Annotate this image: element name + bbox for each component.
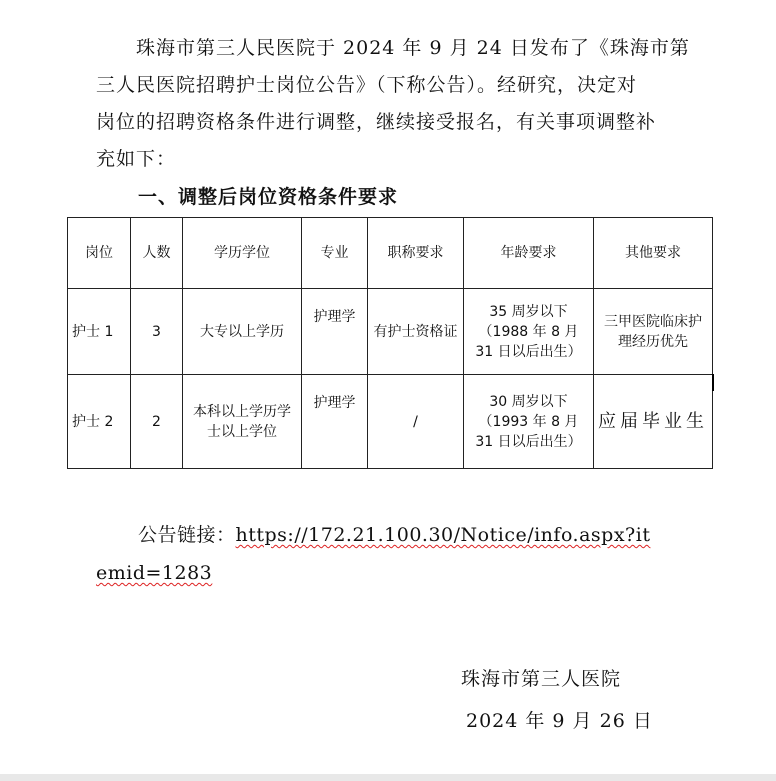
signature-date: 2024 年 9 月 26 日 xyxy=(466,710,653,732)
page-bottom-edge xyxy=(0,774,776,781)
cell-education: 本科以上学历学士以上学位 xyxy=(183,375,302,469)
section-heading: 一、调整后岗位资格条件要求 xyxy=(138,186,399,208)
header-post: 岗位 xyxy=(68,218,131,289)
cell-post: 护士 1 xyxy=(68,289,131,375)
cell-major: 护理学 xyxy=(302,375,368,469)
intro-line-2: 三人民医院招聘护士岗位公告》（下称公告）。经研究，决定对 xyxy=(96,74,638,96)
header-count: 人数 xyxy=(131,218,183,289)
cell-other: 三甲医院临床护理经历优先 xyxy=(594,289,713,375)
table-header-row xyxy=(68,218,713,289)
cell-count: 3 xyxy=(131,289,183,375)
cell-age-req: 35 周岁以下（1988 年 8 月 31 日以后出生） xyxy=(464,289,594,375)
notice-link-url-part1[interactable]: https://172.21.100.30/Notice/info.aspx?it xyxy=(235,524,651,546)
text-cursor xyxy=(712,374,714,391)
cell-count: 2 xyxy=(131,375,183,469)
header-title-req: 职称要求 xyxy=(368,218,464,289)
cell-education: 大专以上学历 xyxy=(183,289,302,375)
cell-title-req: / xyxy=(368,375,464,469)
cell-post: 护士 2 xyxy=(68,375,131,469)
intro-line-3: 岗位的招聘资格条件进行调整，继续接受报名，有关事项调整补 xyxy=(96,111,657,133)
header-age-req: 年龄要求 xyxy=(464,218,594,289)
header-major: 专业 xyxy=(302,218,368,289)
notice-link-url-part2[interactable]: emid=1283 xyxy=(96,562,213,584)
cell-title-req: 有护士资格证 xyxy=(368,289,464,375)
table-row xyxy=(68,289,713,375)
notice-link-paragraph xyxy=(96,516,698,592)
intro-line-4: 充如下： xyxy=(96,148,177,170)
intro-paragraph xyxy=(96,30,696,178)
cell-age-req: 30 周岁以下（1993 年 8 月 31 日以后出生） xyxy=(464,375,594,469)
requirements-table xyxy=(67,217,713,469)
notice-link-label: 公告链接： xyxy=(138,524,236,546)
cell-major: 护理学 xyxy=(302,289,368,375)
cell-other: 应届毕业生 xyxy=(594,375,713,469)
signature-org: 珠海市第三人医院 xyxy=(461,668,622,690)
table-row xyxy=(68,375,713,469)
intro-line-1: 珠海市第三人民医院于 2024 年 9 月 24 日发布了《珠海市第 xyxy=(136,37,690,59)
header-education: 学历学位 xyxy=(183,218,302,289)
header-other: 其他要求 xyxy=(594,218,713,289)
